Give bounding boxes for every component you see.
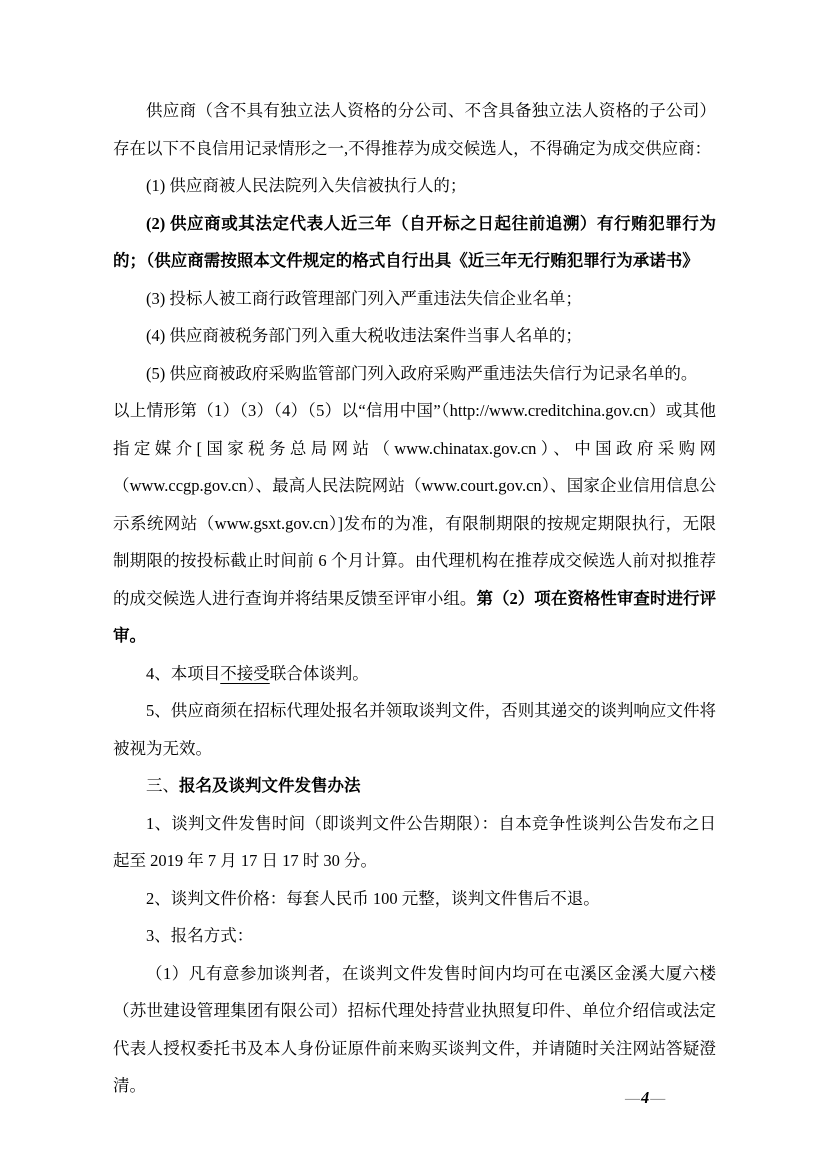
paragraph-document-price — [113, 880, 716, 918]
document-body — [113, 92, 716, 1105]
footer-dash-right: — — [650, 1091, 666, 1107]
text-run: 联合体谈判。 — [269, 663, 369, 683]
footer-dash-left: — — [625, 1091, 640, 1107]
paragraph-item-4-consortium — [113, 655, 716, 693]
text-run: (4) 供应商被税务部门列入重大税收违法案件当事人名单的； — [146, 326, 582, 345]
paragraph-credit-check-media — [113, 392, 716, 655]
text-run: (1) 供应商被人民法院列入失信被执行人的； — [146, 176, 467, 195]
footer-page-number: 4 — [641, 1088, 650, 1107]
paragraph-registration-detail — [113, 955, 716, 1105]
text-run-bold: 第（2）项在资格性审查时进行评审。 — [113, 588, 717, 645]
page-footer — [625, 1088, 665, 1109]
list-item-2 — [113, 205, 716, 280]
text-run: 3、报名方式： — [146, 926, 254, 945]
text-run-underline: 不接受 — [220, 663, 270, 683]
text-run: 2、谈判文件价格：每套人民币 100 元整，谈判文件售后不退。 — [146, 888, 600, 908]
section-heading-3 — [113, 767, 716, 805]
text-run: （1）凡有意参加谈判者，在谈判文件发售时间内均可在屯溪区金溪大厦六楼（苏世建设管理集团有限公司）招标代理处持营业执照复印件、单位介绍信或法定代表人授权委托书及本人身份证原件前来购买谈判文件，并请随时关注网站答疑澄清。 — [113, 963, 716, 1095]
text-run: 5、供应商须在招标代理处报名并领取谈判文件，否则其递交的谈判响应文件将被视为无效。 — [113, 701, 716, 758]
paragraph-sale-time — [113, 805, 716, 880]
paragraph-supplier-credit-intro — [113, 92, 716, 167]
heading-text: 报名及谈判文件发售办法 — [179, 776, 361, 795]
paragraph-registration-method — [113, 917, 716, 955]
list-item-5 — [113, 355, 716, 393]
list-item-4 — [113, 317, 716, 355]
text-run: (2) 供应商或其法定代表人近三年（自开标之日起往前追溯）有行贿犯罪行为的；（供应商需按照本文件规定的格式自行出具《近三年无行贿犯罪行为承诺书》 — [113, 213, 716, 270]
heading-prefix: 三、 — [146, 776, 179, 795]
list-item-1 — [113, 167, 716, 205]
text-run: 1、谈判文件发售时间（即谈判文件公告期限）：自本竞争性谈判公告发布之日起至 2019 年 7 月 17 日 17 时 30 分。 — [113, 813, 716, 870]
paragraph-item-5-registration — [113, 692, 716, 767]
text-run: 4、本项目 — [146, 663, 221, 683]
text-run: 以上情形第（1）（3）（4）（5）以“信用中国”（http://www.creditchina.gov.cn）或其他指定媒介[国家税务总局网站（www.chinatax.gov.cn）、中国政府采购网（www.ccgp.gov.cn）、最高人民法院网站（www.court.gov.cn）、国家企业信用信息公示系统网站（www.gsxt.gov.cn）]发布的为准，有限制期限的按规定期限执行，无限制期限的按投标截止时间前 6 个月计算。由代理机构在推荐成交候选人前对拟推荐的成交候选人进行查询并将结果反馈至评审小组。 — [113, 401, 716, 608]
text-run: 供应商（含不具有独立法人资格的分公司、不含具备独立法人资格的子公司）存在以下不良信用记录情形之一,不得推荐为成交候选人，不得确定为成交供应商： — [113, 101, 716, 158]
text-run: (5) 供应商被政府采购监管部门列入政府采购严重违法失信行为记录名单的。 — [146, 363, 698, 383]
text-run: (3) 投标人被工商行政管理部门列入严重违法失信企业名单； — [146, 288, 582, 308]
list-item-3 — [113, 280, 716, 318]
